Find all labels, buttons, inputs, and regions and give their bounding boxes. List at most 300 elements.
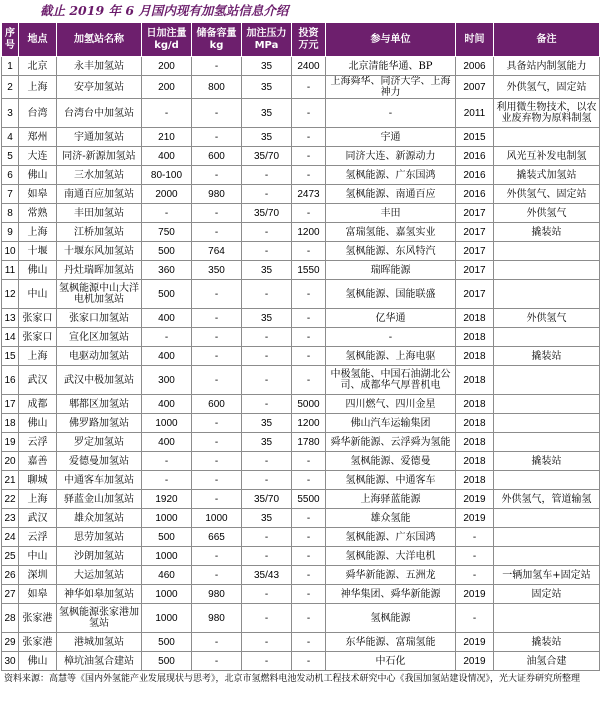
- cell-no: 3: [2, 99, 19, 128]
- cell-pressure: -: [242, 242, 292, 261]
- cell-name: 爱德曼加氢站: [57, 452, 142, 471]
- table-row: [2, 57, 600, 76]
- cell-name: 思劳加氢站: [57, 528, 142, 547]
- cell-units: 同济大连、新源动力: [326, 147, 456, 166]
- cell-invest: 1780: [292, 433, 326, 452]
- cell-note: [494, 328, 600, 347]
- cell-storage: 350: [192, 261, 242, 280]
- cell-storage: 764: [192, 242, 242, 261]
- cell-daily: 400: [142, 433, 192, 452]
- cell-year: 2018: [456, 309, 494, 328]
- cell-storage: 600: [192, 395, 242, 414]
- cell-name: 同济-新源加氢站: [57, 147, 142, 166]
- cell-pressure: -: [242, 585, 292, 604]
- cell-daily: -: [142, 471, 192, 490]
- cell-units: 北京清能华通、BP: [326, 57, 456, 76]
- cell-year: 2018: [456, 471, 494, 490]
- cell-daily: 1000: [142, 509, 192, 528]
- cell-units: 上海舜华、同济大学、上海神力: [326, 76, 456, 99]
- table-row: [2, 223, 600, 242]
- cell-note: 撬装站: [494, 347, 600, 366]
- cell-storage: -: [192, 452, 242, 471]
- cell-daily: 460: [142, 566, 192, 585]
- cell-place: 常熟: [19, 204, 57, 223]
- cell-storage: -: [192, 204, 242, 223]
- cell-daily: 500: [142, 528, 192, 547]
- cell-storage: -: [192, 223, 242, 242]
- table-header-row: [2, 23, 600, 57]
- cell-daily: 1000: [142, 414, 192, 433]
- cell-units: 佛山汽车运输集团: [326, 414, 456, 433]
- cell-year: 2018: [456, 452, 494, 471]
- table-row: [2, 585, 600, 604]
- cell-no: 1: [2, 57, 19, 76]
- cell-name: 丹灶瑞晖加氢站: [57, 261, 142, 280]
- header-storage: 储备容量 kg: [192, 23, 242, 57]
- cell-daily: -: [142, 328, 192, 347]
- cell-invest: -: [292, 328, 326, 347]
- cell-note: 撬装式加氢站: [494, 166, 600, 185]
- cell-daily: -: [142, 452, 192, 471]
- cell-name: 中通客车加氢站: [57, 471, 142, 490]
- cell-year: 2011: [456, 99, 494, 128]
- cell-storage: -: [192, 414, 242, 433]
- cell-name: 佛罗路加氢站: [57, 414, 142, 433]
- cell-storage: 600: [192, 147, 242, 166]
- cell-pressure: 35/43: [242, 566, 292, 585]
- cell-year: 2015: [456, 128, 494, 147]
- table-row: [2, 604, 600, 633]
- table-row: [2, 185, 600, 204]
- cell-daily: 500: [142, 633, 192, 652]
- cell-year: 2017: [456, 204, 494, 223]
- cell-note: 油氢合建: [494, 652, 600, 671]
- cell-name: 三水加氢站: [57, 166, 142, 185]
- cell-storage: -: [192, 128, 242, 147]
- cell-invest: -: [292, 585, 326, 604]
- cell-year: 2017: [456, 223, 494, 242]
- header-name: 加氢站名称: [57, 23, 142, 57]
- cell-no: 19: [2, 433, 19, 452]
- cell-pressure: 35: [242, 261, 292, 280]
- cell-units: 氢枫能源、广东国鸿: [326, 166, 456, 185]
- cell-invest: -: [292, 166, 326, 185]
- cell-name: 宣化区加氢站: [57, 328, 142, 347]
- cell-storage: -: [192, 280, 242, 309]
- cell-name: 罗定加氢站: [57, 433, 142, 452]
- cell-name: 丰田加氢站: [57, 204, 142, 223]
- cell-units: 舜华新能源、云浮舜为氢能: [326, 433, 456, 452]
- cell-note: 外供氢气，管道输氢: [494, 490, 600, 509]
- cell-year: 2019: [456, 633, 494, 652]
- cell-place: 聊城: [19, 471, 57, 490]
- cell-year: 2018: [456, 366, 494, 395]
- cell-no: 16: [2, 366, 19, 395]
- cell-year: -: [456, 547, 494, 566]
- cell-name: 台湾台中加氢站: [57, 99, 142, 128]
- cell-daily: -: [142, 99, 192, 128]
- table-row: [2, 395, 600, 414]
- cell-daily: 2000: [142, 185, 192, 204]
- cell-name: 张家口加氢站: [57, 309, 142, 328]
- table-row: [2, 280, 600, 309]
- cell-name: 氢枫能源张家港加氢站: [57, 604, 142, 633]
- cell-invest: -: [292, 99, 326, 128]
- cell-units: 氢枫能源、东风特汽: [326, 242, 456, 261]
- cell-place: 如皋: [19, 585, 57, 604]
- cell-year: -: [456, 566, 494, 585]
- cell-year: -: [456, 604, 494, 633]
- cell-year: 2019: [456, 509, 494, 528]
- cell-name: 郫都区加氢站: [57, 395, 142, 414]
- table-row: [2, 309, 600, 328]
- cell-units: -: [326, 328, 456, 347]
- cell-no: 22: [2, 490, 19, 509]
- cell-units: 氢枫能源、爱德曼: [326, 452, 456, 471]
- cell-invest: -: [292, 604, 326, 633]
- cell-place: 北京: [19, 57, 57, 76]
- cell-year: 2019: [456, 490, 494, 509]
- cell-note: [494, 509, 600, 528]
- cell-daily: -: [142, 204, 192, 223]
- cell-place: 上海: [19, 76, 57, 99]
- cell-name: 宇通加氢站: [57, 128, 142, 147]
- cell-year: 2019: [456, 585, 494, 604]
- cell-year: -: [456, 528, 494, 547]
- cell-year: 2018: [456, 347, 494, 366]
- cell-units: 氢枫能源、中通客车: [326, 471, 456, 490]
- cell-name: 武汉中极加氢站: [57, 366, 142, 395]
- cell-place: 佛山: [19, 414, 57, 433]
- cell-units: -: [326, 99, 456, 128]
- cell-units: 氢枫能源、国能联盛: [326, 280, 456, 309]
- cell-place: 佛山: [19, 261, 57, 280]
- cell-daily: 500: [142, 652, 192, 671]
- cell-storage: 980: [192, 604, 242, 633]
- header-units: 参与单位: [326, 23, 456, 57]
- cell-no: 18: [2, 414, 19, 433]
- cell-invest: -: [292, 471, 326, 490]
- cell-invest: -: [292, 347, 326, 366]
- cell-storage: -: [192, 57, 242, 76]
- cell-note: 利用微生物技术，以农业废弃物为原料制氢: [494, 99, 600, 128]
- cell-name: 永丰加氢站: [57, 57, 142, 76]
- table-row: [2, 528, 600, 547]
- cell-storage: -: [192, 652, 242, 671]
- cell-invest: -: [292, 204, 326, 223]
- cell-place: 佛山: [19, 652, 57, 671]
- cell-daily: 400: [142, 147, 192, 166]
- cell-no: 7: [2, 185, 19, 204]
- cell-invest: 2473: [292, 185, 326, 204]
- table-row: [2, 633, 600, 652]
- cell-storage: 980: [192, 185, 242, 204]
- cell-place: 上海: [19, 347, 57, 366]
- cell-note: 固定站: [494, 585, 600, 604]
- table-row: [2, 652, 600, 671]
- cell-year: 2016: [456, 147, 494, 166]
- cell-place: 上海: [19, 490, 57, 509]
- cell-year: 2018: [456, 328, 494, 347]
- cell-no: 25: [2, 547, 19, 566]
- cell-no: 29: [2, 633, 19, 652]
- cell-note: [494, 471, 600, 490]
- cell-pressure: 35/70: [242, 204, 292, 223]
- cell-name: 电驱动加氢站: [57, 347, 142, 366]
- header-invest: 投资 万元: [292, 23, 326, 57]
- cell-storage: -: [192, 347, 242, 366]
- cell-name: 氢枫能源中山大洋电机加氢站: [57, 280, 142, 309]
- cell-units: 丰田: [326, 204, 456, 223]
- table-row: [2, 547, 600, 566]
- cell-note: [494, 128, 600, 147]
- cell-invest: 5000: [292, 395, 326, 414]
- cell-year: 2016: [456, 166, 494, 185]
- table-row: [2, 433, 600, 452]
- cell-no: 6: [2, 166, 19, 185]
- cell-units: 雄众氢能: [326, 509, 456, 528]
- cell-no: 30: [2, 652, 19, 671]
- cell-storage: -: [192, 366, 242, 395]
- cell-units: 氢枫能源、南通百应: [326, 185, 456, 204]
- cell-year: 2019: [456, 652, 494, 671]
- cell-storage: -: [192, 433, 242, 452]
- cell-note: [494, 433, 600, 452]
- cell-pressure: -: [242, 166, 292, 185]
- cell-note: [494, 547, 600, 566]
- cell-year: 2007: [456, 76, 494, 99]
- cell-units: 神华集团、舜华新能源: [326, 585, 456, 604]
- cell-pressure: 35: [242, 57, 292, 76]
- cell-note: [494, 414, 600, 433]
- cell-daily: 300: [142, 366, 192, 395]
- cell-place: 如皋: [19, 185, 57, 204]
- table-row: [2, 366, 600, 395]
- cell-pressure: -: [242, 328, 292, 347]
- table-row: [2, 452, 600, 471]
- cell-name: 大运加氢站: [57, 566, 142, 585]
- cell-name: 神华如皋加氢站: [57, 585, 142, 604]
- cell-storage: -: [192, 328, 242, 347]
- cell-note: [494, 242, 600, 261]
- cell-note: 风光互补发电制氢: [494, 147, 600, 166]
- cell-year: 2018: [456, 395, 494, 414]
- cell-units: 上海驿蓝能源: [326, 490, 456, 509]
- cell-pressure: 35: [242, 433, 292, 452]
- cell-pressure: -: [242, 366, 292, 395]
- cell-no: 5: [2, 147, 19, 166]
- cell-place: 台湾: [19, 99, 57, 128]
- cell-place: 深圳: [19, 566, 57, 585]
- table-row: [2, 509, 600, 528]
- cell-storage: 800: [192, 76, 242, 99]
- cell-units: 中石化: [326, 652, 456, 671]
- cell-note: 撬装站: [494, 223, 600, 242]
- cell-note: 外供氢气、固定站: [494, 185, 600, 204]
- cell-name: 港城加氢站: [57, 633, 142, 652]
- cell-invest: -: [292, 366, 326, 395]
- cell-daily: 1920: [142, 490, 192, 509]
- cell-place: 张家口: [19, 309, 57, 328]
- cell-name: 驿蓝金山加氢站: [57, 490, 142, 509]
- cell-note: 撬装站: [494, 452, 600, 471]
- cell-no: 15: [2, 347, 19, 366]
- cell-storage: -: [192, 166, 242, 185]
- cell-note: [494, 261, 600, 280]
- cell-invest: 1200: [292, 414, 326, 433]
- cell-note: [494, 280, 600, 309]
- cell-invest: -: [292, 547, 326, 566]
- cell-invest: -: [292, 280, 326, 309]
- cell-pressure: -: [242, 471, 292, 490]
- cell-no: 27: [2, 585, 19, 604]
- cell-no: 20: [2, 452, 19, 471]
- cell-no: 28: [2, 604, 19, 633]
- cell-pressure: -: [242, 652, 292, 671]
- cell-place: 武汉: [19, 366, 57, 395]
- cell-daily: 400: [142, 395, 192, 414]
- cell-pressure: -: [242, 347, 292, 366]
- cell-place: 中山: [19, 547, 57, 566]
- cell-note: [494, 395, 600, 414]
- cell-pressure: 35/70: [242, 490, 292, 509]
- cell-daily: 750: [142, 223, 192, 242]
- cell-units: 氢枫能源: [326, 604, 456, 633]
- cell-storage: -: [192, 547, 242, 566]
- cell-name: 沙朗加氢站: [57, 547, 142, 566]
- table-row: [2, 147, 600, 166]
- cell-daily: 400: [142, 347, 192, 366]
- cell-invest: -: [292, 452, 326, 471]
- cell-name: 十堰东风加氢站: [57, 242, 142, 261]
- cell-note: 撬装站: [494, 633, 600, 652]
- cell-name: 南通百应加氢站: [57, 185, 142, 204]
- cell-storage: -: [192, 633, 242, 652]
- cell-place: 郑州: [19, 128, 57, 147]
- cell-invest: -: [292, 528, 326, 547]
- cell-units: 氢枫能源、广东国鸿: [326, 528, 456, 547]
- cell-units: 氢枫能源、大洋电机: [326, 547, 456, 566]
- header-no: 序号: [2, 23, 19, 57]
- header-note: 备注: [494, 23, 600, 57]
- cell-year: 2006: [456, 57, 494, 76]
- table-row: [2, 76, 600, 99]
- cell-no: 9: [2, 223, 19, 242]
- table-row: [2, 490, 600, 509]
- cell-invest: -: [292, 309, 326, 328]
- cell-pressure: 35/70: [242, 147, 292, 166]
- cell-pressure: -: [242, 185, 292, 204]
- cell-no: 24: [2, 528, 19, 547]
- cell-invest: -: [292, 633, 326, 652]
- cell-daily: 1000: [142, 604, 192, 633]
- cell-invest: 5500: [292, 490, 326, 509]
- cell-daily: 200: [142, 76, 192, 99]
- cell-units: 富瑞氢能、嘉氢实业: [326, 223, 456, 242]
- cell-daily: 210: [142, 128, 192, 147]
- table-row: [2, 566, 600, 585]
- table-row: [2, 128, 600, 147]
- cell-no: 4: [2, 128, 19, 147]
- cell-pressure: -: [242, 395, 292, 414]
- cell-storage: -: [192, 309, 242, 328]
- cell-invest: -: [292, 242, 326, 261]
- cell-note: [494, 604, 600, 633]
- cell-units: 东华能源、富瑞氢能: [326, 633, 456, 652]
- header-pressure: 加注压力 MPa: [242, 23, 292, 57]
- cell-place: 张家口: [19, 328, 57, 347]
- table-row: [2, 99, 600, 128]
- table-row: [2, 414, 600, 433]
- cell-storage: 1000: [192, 509, 242, 528]
- cell-name: 安亭加氢站: [57, 76, 142, 99]
- cell-no: 26: [2, 566, 19, 585]
- cell-daily: 500: [142, 242, 192, 261]
- cell-units: 宇通: [326, 128, 456, 147]
- cell-units: 亿华通: [326, 309, 456, 328]
- cell-pressure: 35: [242, 76, 292, 99]
- cell-place: 武汉: [19, 509, 57, 528]
- cell-note: [494, 528, 600, 547]
- cell-year: 2017: [456, 242, 494, 261]
- cell-invest: -: [292, 147, 326, 166]
- cell-daily: 1000: [142, 547, 192, 566]
- cell-invest: 1550: [292, 261, 326, 280]
- cell-invest: 1200: [292, 223, 326, 242]
- cell-year: 2017: [456, 261, 494, 280]
- table-row: [2, 347, 600, 366]
- cell-name: 雄众加氢站: [57, 509, 142, 528]
- cell-note: 外供氢气: [494, 204, 600, 223]
- cell-invest: -: [292, 76, 326, 99]
- table-row: [2, 328, 600, 347]
- page-title: 截止 2019 年 6 月国内现有加氢站信息介绍: [40, 3, 289, 18]
- cell-year: 2017: [456, 280, 494, 309]
- cell-place: 十堰: [19, 242, 57, 261]
- cell-units: 氢枫能源、上海电驱: [326, 347, 456, 366]
- cell-place: 张家港: [19, 633, 57, 652]
- cell-place: 云浮: [19, 433, 57, 452]
- table-row: [2, 204, 600, 223]
- cell-pressure: -: [242, 280, 292, 309]
- cell-no: 10: [2, 242, 19, 261]
- cell-no: 17: [2, 395, 19, 414]
- cell-units: 瑞晖能源: [326, 261, 456, 280]
- cell-pressure: -: [242, 223, 292, 242]
- source-note: 资料来源：高慧等《国内外氢能产业发展现状与思考》，北京市氢燃料电池发动机工程技术研究中心《我国加氢站建设情况》，光大证券研究所整理: [4, 674, 581, 684]
- cell-invest: -: [292, 128, 326, 147]
- cell-pressure: 35: [242, 509, 292, 528]
- table-row: [2, 166, 600, 185]
- cell-no: 23: [2, 509, 19, 528]
- cell-note: 外供氢气: [494, 309, 600, 328]
- cell-place: 成都: [19, 395, 57, 414]
- cell-note: [494, 366, 600, 395]
- cell-note: 外供氢气，固定站: [494, 76, 600, 99]
- cell-no: 11: [2, 261, 19, 280]
- cell-storage: -: [192, 490, 242, 509]
- cell-pressure: 35: [242, 128, 292, 147]
- cell-daily: 360: [142, 261, 192, 280]
- cell-storage: -: [192, 99, 242, 128]
- cell-place: 张家港: [19, 604, 57, 633]
- header-year: 时间: [456, 23, 494, 57]
- cell-place: 云浮: [19, 528, 57, 547]
- cell-pressure: 35: [242, 99, 292, 128]
- cell-invest: -: [292, 566, 326, 585]
- cell-daily: 400: [142, 309, 192, 328]
- cell-no: 14: [2, 328, 19, 347]
